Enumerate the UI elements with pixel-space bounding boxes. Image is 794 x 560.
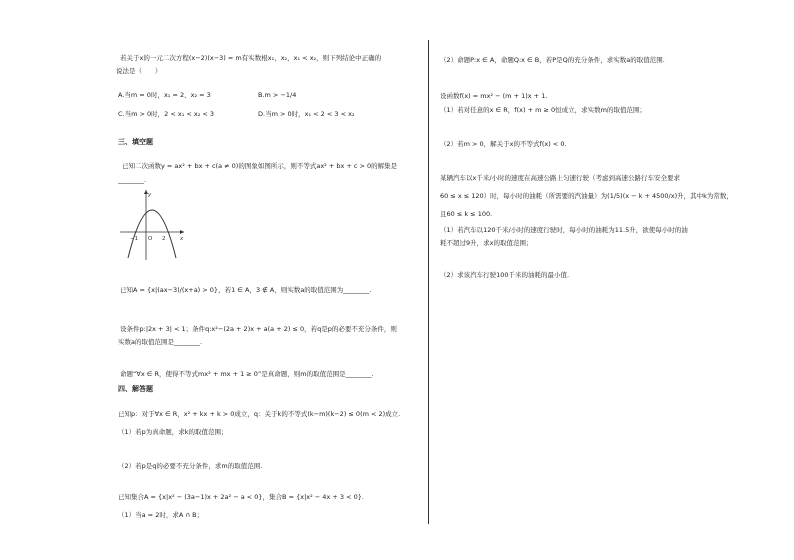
- option-a: A.当m = 0时，x₁ = 2，x₂ = 3: [118, 91, 211, 99]
- question-fill-2: 已知A = {x|(ax−3)/(x+a) > 0}，若1 ∈ A，3 ∉ A，则实数a的取值范围为________.: [120, 286, 372, 294]
- x-axis-arrow: [180, 230, 184, 234]
- question-quadratic-line2: 说法是（ ）: [116, 67, 162, 75]
- question-answer-4-part1-line2: 耗不超过9升，求x的取值范围；: [440, 239, 533, 247]
- question-answer-3: 设函数f(x) = mx² − (m + 1)x + 1.: [440, 92, 548, 100]
- question-answer-2-part1: （1）当a = 2时，求A ∩ B；: [118, 511, 204, 519]
- question-fill-3-line2: 实数a的取值范围是________.: [118, 338, 203, 346]
- question-answer-1-part1: （1）若p为真命题，求k的取值范围；: [118, 428, 228, 436]
- question-answer-2: 已知集合A = {x|x² − (3a−1)x + 2a² − a < 0}，集合B = {x|x² − 4x + 3 < 0}.: [118, 493, 364, 501]
- question-answer-4-line2: 60 ≤ x ≤ 120）时，每小时的油耗（所需要的汽油量）为(1/5)(x − k + 4500/x)升，其中k为常数，: [440, 192, 733, 200]
- question-answer-4-part2: （2）求该汽车行驶100千米的油耗的最小值.: [440, 271, 570, 279]
- root-left-label: −1: [130, 236, 139, 242]
- question-fill-4: 命题“∀x ∈ R，使得不等式mx² + mx + 1 ≥ 0”是真命题，则m的取值范围是________.: [120, 370, 374, 378]
- question-answer-4-line3: 且60 ≤ k ≤ 100.: [440, 210, 493, 218]
- option-b: B.m > −1/4: [258, 91, 297, 99]
- origin-label: O: [148, 236, 153, 242]
- question-fill-1: 已知二次函数y = ax² + bx + c(a ≠ 0)的图象如图所示，则不等式ax² + bx + c > 0的解集是: [122, 162, 398, 170]
- parabola-curve: [128, 210, 176, 258]
- question-answer-4: 某辆汽车以x千米/小时的速度在高速公路上匀速行驶（考虑到高速公路行车安全要求: [440, 174, 681, 182]
- question-answer-3-part1: （1）若对任意的x ∈ R，f(x) + m ≥ 0恒成立，求实数m的取值范围；: [440, 106, 646, 114]
- option-c: C.当m > 0时，2 < x₁ < x₂ < 3: [118, 110, 215, 118]
- y-axis-label: y: [148, 192, 152, 198]
- parabola-graph: [118, 188, 186, 260]
- question-fill-3: 设条件p:|2x + 3| < 1；条件q:x²−(2a + 2)x + a(a + 2) ≤ 0，若q是p的必要不充分条件，则: [120, 325, 397, 333]
- question-answer-2-part2: （2）命题P:x ∈ A，命题Q:x ∈ B，若P是Q的充分条件，求实数a的取值范围.: [440, 56, 665, 64]
- question-fill-1-blank: ________.: [118, 176, 147, 184]
- option-d: D.当m > 0时，x₁ < 2 < 3 < x₂: [258, 110, 355, 118]
- section-title-answer: 四、解答题: [118, 385, 153, 393]
- question-answer-4-part1: （1）若汽车以120千米/小时的速度行驶时，每小时的油耗为11.5升，欲使每小时的油: [440, 226, 688, 234]
- question-answer-1-part2: （2）若p是q的必要不充分条件，求m的取值范围.: [118, 462, 263, 470]
- column-divider: [428, 40, 429, 524]
- root-right-label: 2: [162, 236, 166, 242]
- x-axis-label: x: [180, 236, 184, 242]
- question-answer-3-part2: （2）若m > 0，解关于x的不等式f(x) < 0.: [440, 140, 567, 148]
- section-title-fill: 三、填空题: [118, 138, 153, 146]
- question-quadratic: 若关于x的一元二次方程(x−2)(x−3) = m有实数根x₁，x₂，x₁ < x₂，则下列结论中正确的: [120, 54, 382, 62]
- question-answer-1: 已知p：对于∀x ∈ R，x² + kx + k > 0成立，q：关于k的不等式(k−m)(k−2) ≤ 0(m < 2)成立.: [118, 410, 401, 418]
